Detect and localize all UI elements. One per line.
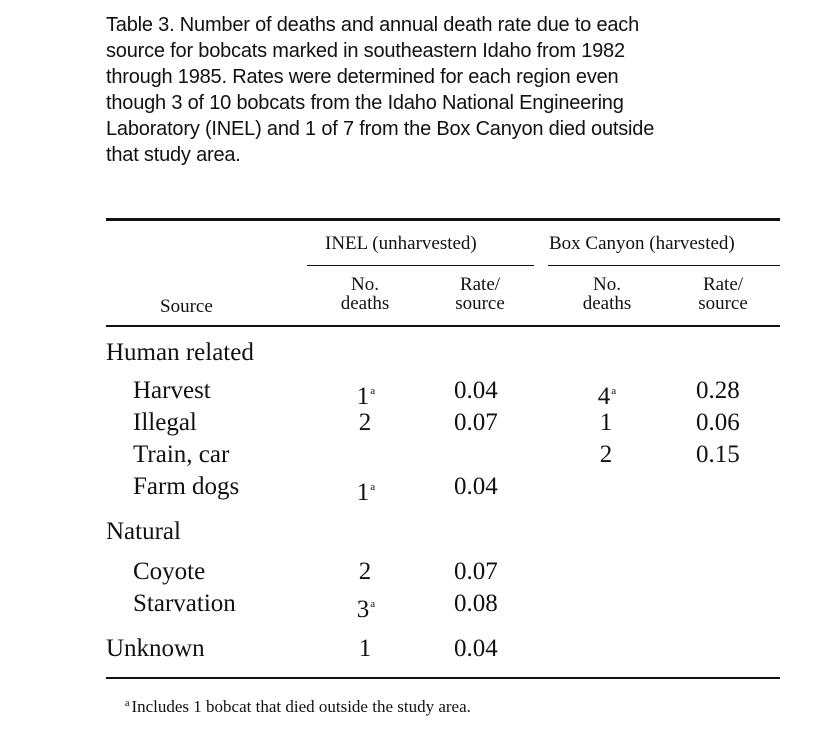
row-source: Farm dogs (133, 473, 240, 500)
table-top-rule (106, 218, 780, 221)
row-source: Harvest (133, 377, 211, 404)
caption-line: through 1985. Rates were determined for each region even (106, 66, 619, 88)
value: 4 (597, 383, 611, 410)
header-rule (106, 325, 780, 327)
subheader-inel-rate (440, 275, 520, 313)
footnote (124, 694, 471, 717)
group-header-inel: INEL (unharvested) (325, 233, 477, 254)
row-source: Illegal (133, 409, 197, 436)
cell-inel-deaths: 2 (358, 409, 372, 436)
subheader-box-rate (683, 275, 763, 313)
cell-inel-deaths (346, 590, 386, 624)
cell-inel-rate: 0.07 (454, 558, 498, 585)
source-header: Source (160, 296, 213, 317)
subheader-box-deaths (567, 275, 647, 313)
value: 1 (356, 479, 370, 506)
group-header-box-canyon: Box Canyon (harvested) (549, 233, 735, 254)
subheader-line: Rate/ (702, 274, 744, 295)
cell-box-deaths: 2 (599, 441, 613, 468)
subheader-line: source (455, 293, 505, 314)
caption-line: source for bobcats marked in southeastern Idaho from 1982 (106, 40, 625, 62)
subheader-line: No. (593, 274, 621, 295)
footnote-marker: a (370, 598, 376, 610)
cell-inel-deaths (346, 377, 386, 411)
subheader-line: source (698, 293, 748, 314)
footnote-marker: a (370, 385, 376, 397)
footnote-marker: a (611, 385, 617, 397)
value: 3 (356, 596, 370, 623)
row-source: Starvation (133, 590, 236, 617)
cell-inel-deaths: 1 (358, 635, 372, 662)
subheader-line: Rate/ (459, 274, 501, 295)
table-bottom-rule (106, 677, 780, 679)
caption-line: though 3 of 10 bobcats from the Idaho National Engineering (106, 92, 624, 114)
cell-box-rate: 0.28 (696, 377, 740, 404)
subheader-line: No. (351, 274, 379, 295)
subheader-line: deaths (340, 293, 390, 314)
cell-box-rate: 0.06 (696, 409, 740, 436)
cell-inel-deaths: 2 (358, 558, 372, 585)
caption-line: Table 3. Number of deaths and annual death rate due to each (106, 14, 640, 36)
cell-box-deaths (587, 377, 627, 411)
subheader-inel-deaths (325, 275, 405, 313)
cell-box-rate: 0.15 (696, 441, 740, 468)
caption-line: that study area. (106, 144, 241, 166)
cell-inel-rate: 0.04 (454, 377, 498, 404)
section-label-natural: Natural (106, 518, 181, 545)
footnote-marker: a (125, 698, 130, 709)
cell-inel-rate: 0.08 (454, 590, 498, 617)
footnote-marker: a (370, 481, 376, 493)
spanner-rule-inel (307, 265, 534, 266)
cell-box-deaths: 1 (599, 409, 613, 436)
section-label-unknown: Unknown (106, 635, 205, 662)
spanner-rule-box-canyon (548, 265, 780, 266)
table-caption (106, 12, 786, 168)
cell-inel-rate: 0.04 (454, 473, 498, 500)
footnote-text: Includes 1 bobcat that died outside the study area. (131, 697, 471, 716)
cell-inel-rate: 0.04 (454, 635, 498, 662)
row-source: Coyote (133, 558, 206, 585)
row-source: Train, car (133, 441, 230, 468)
section-label-human-related: Human related (106, 339, 254, 366)
subheader-line: deaths (582, 293, 632, 314)
cell-inel-rate: 0.07 (454, 409, 498, 436)
value: 1 (356, 383, 370, 410)
cell-inel-deaths (346, 473, 386, 507)
caption-line: Laboratory (INEL) and 1 of 7 from the Box Canyon died outside (106, 118, 655, 140)
